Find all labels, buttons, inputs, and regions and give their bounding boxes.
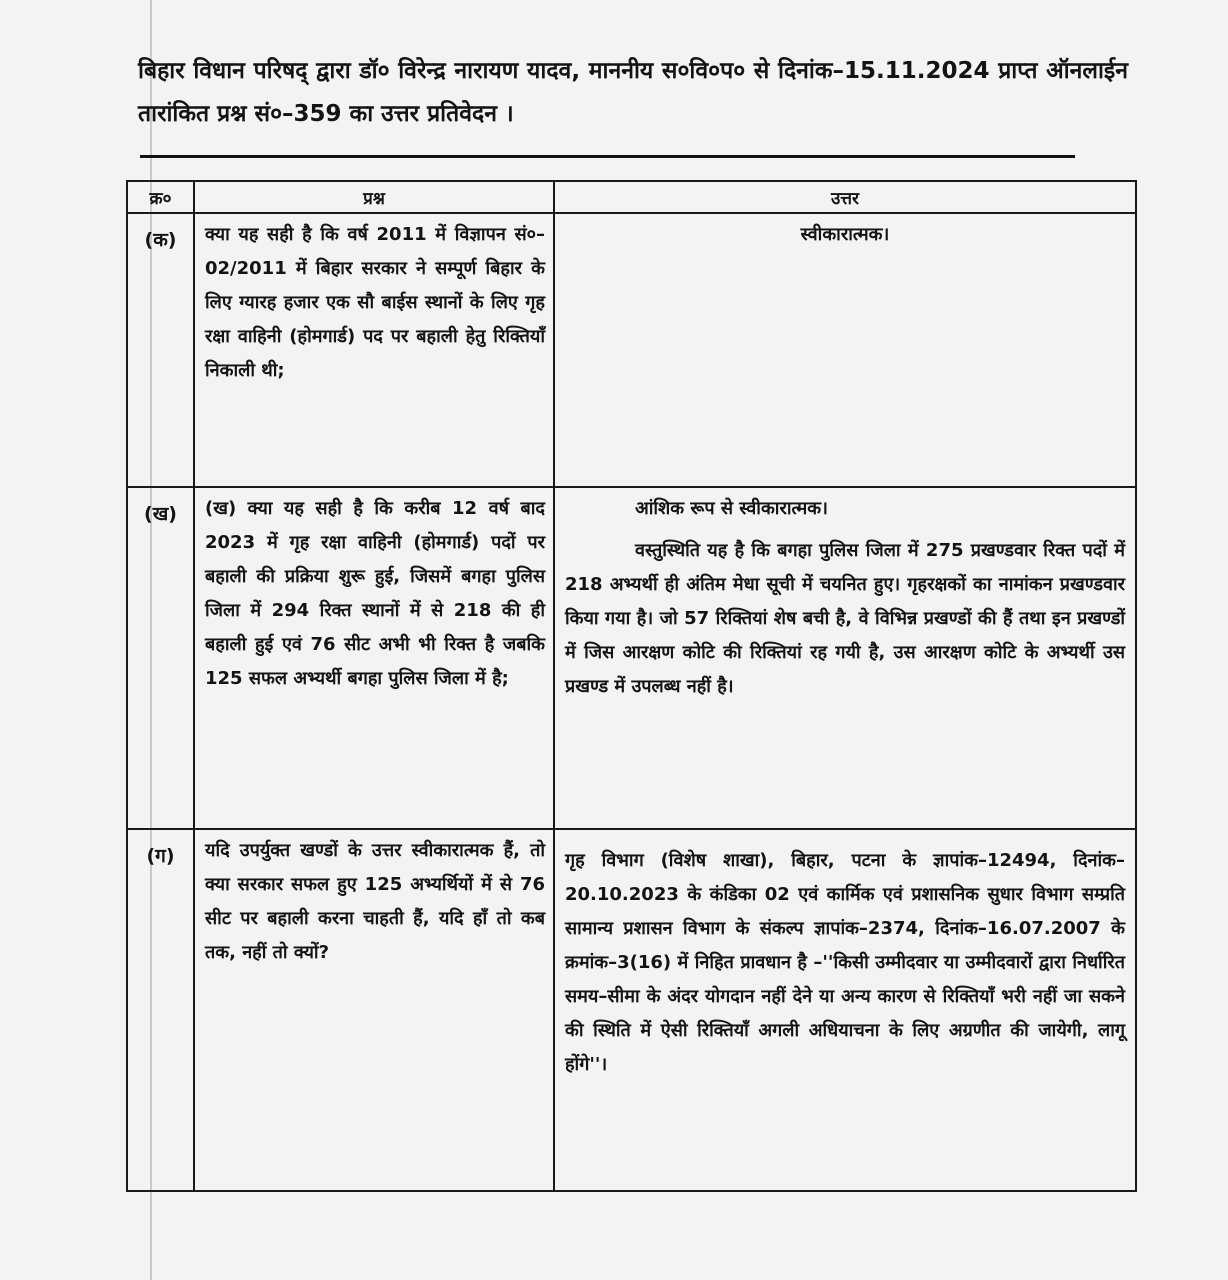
question-cell: यदि उपर्युक्त खण्डों के उत्तर स्वीकारात्मक हैं, तो क्या सरकार सफल हुए 125 अभ्यर्थियों में से 76 सीट पर बहाली करना चाहती हैं, यदि हाँ तो कब तक, नहीं तो क्यों? <box>194 829 554 1191</box>
document-title: बिहार विधान परिषद् द्वारा डॉ० विरेन्द्र नारायण यादव, माननीय स०वि०प० से दिनांक–15.11.2024 प्राप्त ऑनलाईन तारांकित प्रश्न सं०–359 का उत्तर प्रतिवेदन । <box>138 58 1128 127</box>
table-row <box>127 829 1136 1191</box>
answer-text: गृह विभाग (विशेष शाखा), बिहार, पटना के ज्ञापांक–12494, दिनांक–20.10.2023 के कंडिका 02 एवं कार्मिक एवं प्रशासनिक सुधार विभाग सम्प्रति सामान्य प्रशासन विभाग के संकल्प ज्ञापांक–2374, दिनांक–16.07.2007 के क्रमांक–3(16) में निहित प्रावधान है –''किसी उम्मीदवार या उम्मीदवारों द्वारा निर्धारित समय–सीमा के अंदर योगदान नहीं देने या अन्य कारण से रिक्तियाँ भरी नहीं जा सकने की स्थिति में ऐसी रिक्तियाँ अगली अधियाचना के लिए अग्रणीत की जायेगी, लागू होंगे''। <box>565 850 1125 1075</box>
title-underline <box>140 155 1075 158</box>
row-index: (क) <box>127 213 194 487</box>
answer-summary: आंशिक रूप से स्वीकारात्मक। <box>635 498 828 519</box>
question-answer-table <box>126 180 1137 1192</box>
answer-text: स्वीकारात्मक। <box>800 224 890 245</box>
row-index: (ग) <box>127 829 194 1191</box>
column-header-index: क्र० <box>127 181 194 213</box>
column-header-answer: उत्तर <box>554 181 1136 213</box>
table-row <box>127 213 1136 487</box>
row-index: (ख) <box>127 487 194 829</box>
answer-cell <box>554 487 1136 829</box>
column-header-question: प्रश्न <box>194 181 554 213</box>
question-cell: क्या यह सही है कि वर्ष 2011 में विज्ञापन सं०–02/2011 में बिहार सरकार ने सम्पूर्ण बिहार के लिए ग्यारह हजार एक सौ बाईस स्थानों के लिए गृह रक्षा वाहिनी (होमगार्ड) पद पर बहाली हेतु रिक्तियाँ निकाली थी; <box>194 213 554 487</box>
answer-cell <box>554 829 1136 1191</box>
answer-cell <box>554 213 1136 487</box>
table-row <box>127 487 1136 829</box>
table-header-row <box>127 181 1136 213</box>
question-cell: (ख) क्या यह सही है कि करीब 12 वर्ष बाद 2023 में गृह रक्षा वाहिनी (होमगार्ड) पदों पर बहाली की प्रक्रिया शुरू हुई, जिसमें बगहा पुलिस जिला में 294 रिक्त स्थानों में से 218 की ही बहाली हुई एवं 76 सीट अभी भी रिक्त है जबकि 125 सफल अभ्यर्थी बगहा पुलिस जिला में है; <box>194 487 554 829</box>
answer-detail: वस्तुस्थिति यह है कि बगहा पुलिस जिला में 275 प्रखण्डवार रिक्त पदों में 218 अभ्यर्थी ही अंतिम मेधा सूची में चयनित हुए। गृहरक्षकों का नामांकन प्रखण्डवार किया गया है। जो 57 रिक्तियां शेष बची है, वे विभिन्न प्रखण्डों की हैं तथा इन प्रखण्डों में जिस आरक्षण कोटि की रिक्तियां रह गयी है, उस आरक्षण कोटि के अभ्यर्थी उस प्रखण्ड में उपलब्ध नहीं है। <box>565 540 1125 697</box>
